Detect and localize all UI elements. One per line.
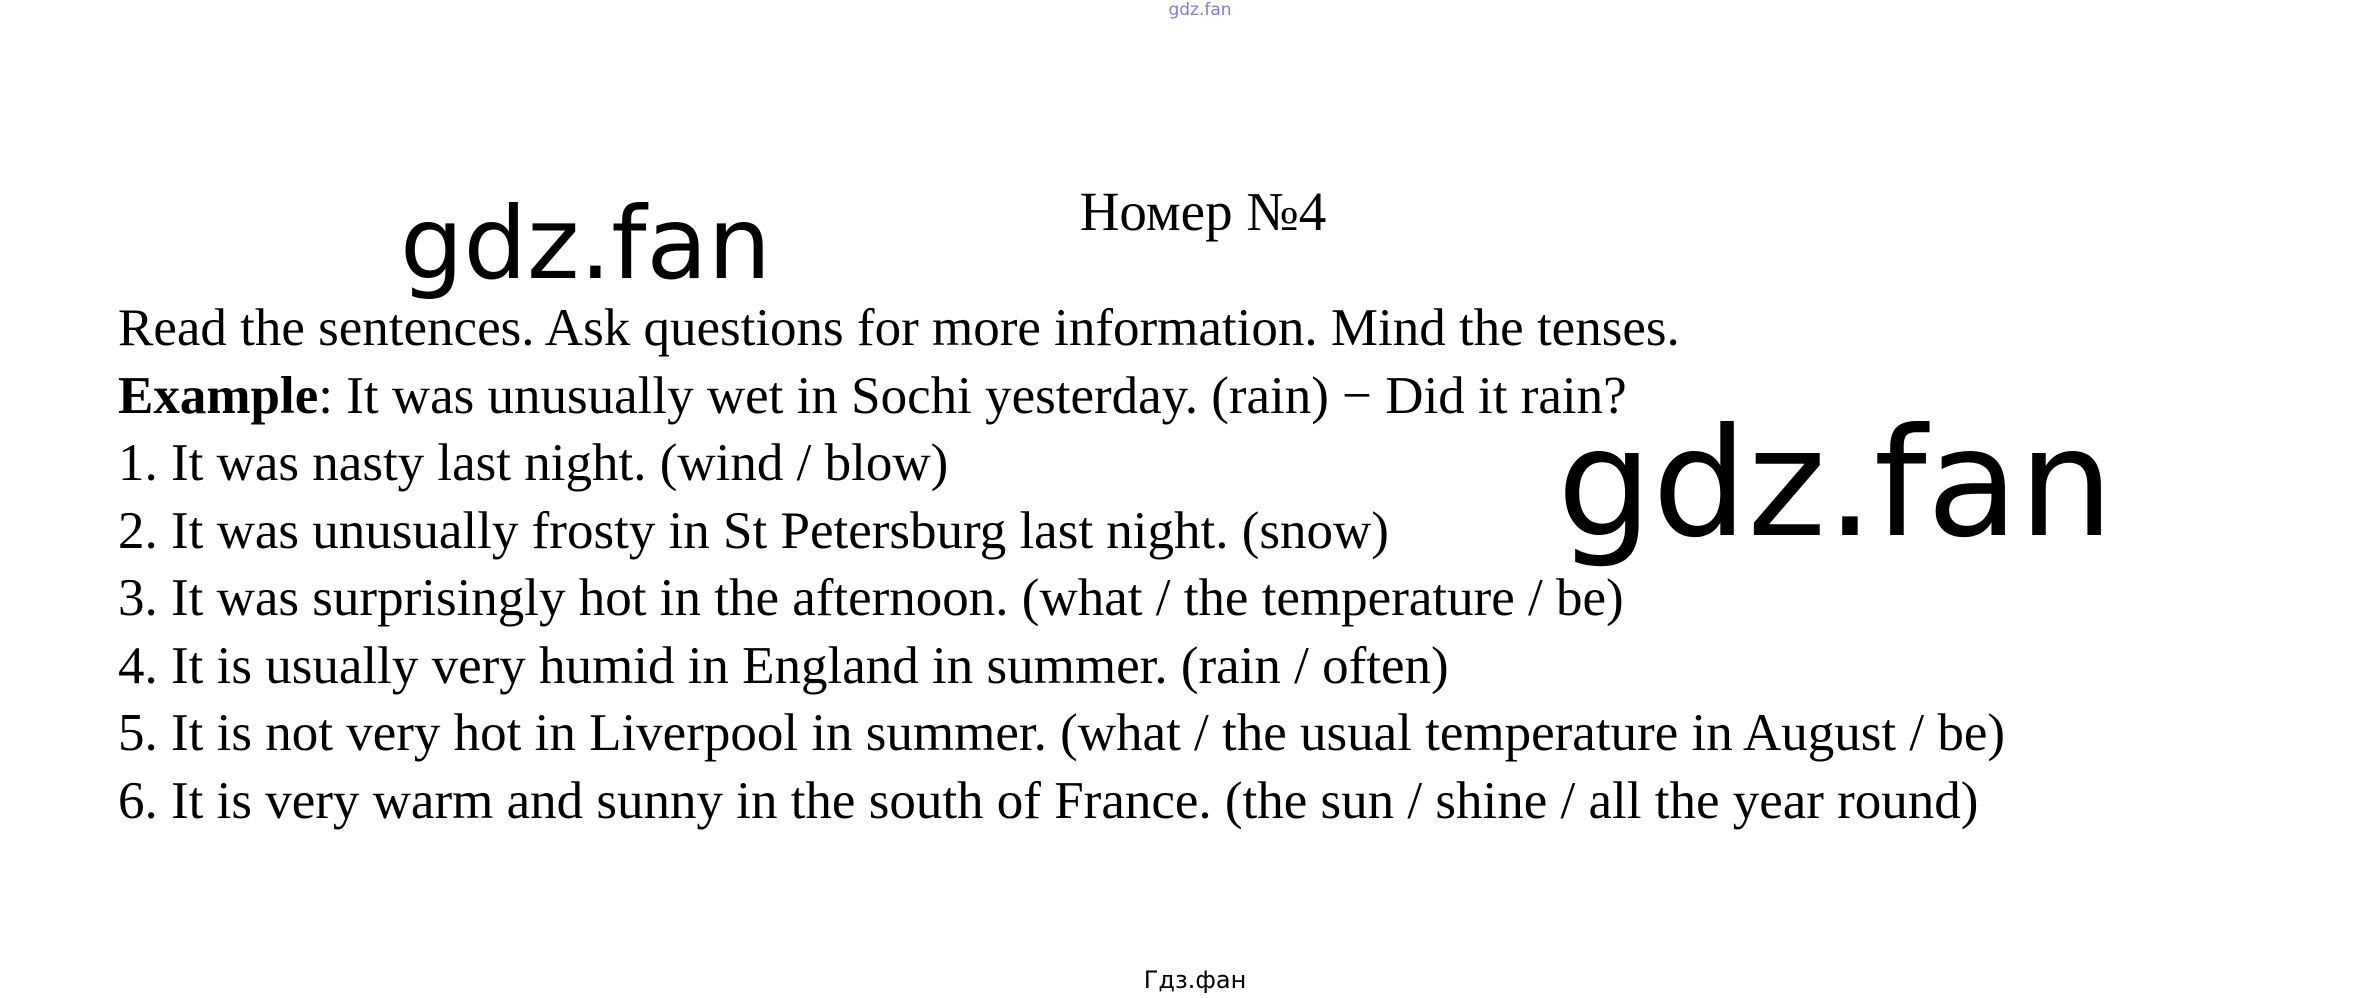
exercise-item-5: 5. It is not very hot in Liverpool in summer. (what / the usual temperature in August / be) <box>118 704 2006 762</box>
watermark-large-right: gdz.fan <box>1557 397 2114 571</box>
exercise-item-3: 3. It was surprisingly hot in the afternoon. (what / the temperature / be) <box>118 569 1624 627</box>
exercise-item-1: 1. It was nasty last night. (wind / blow) <box>118 434 949 492</box>
footer-watermark: Гдз.фан <box>1143 966 1247 994</box>
watermark-large-left: gdz.fan <box>400 185 772 302</box>
example-label: Example <box>118 366 319 425</box>
exercise-item-6: 6. It is very warm and sunny in the south of France. (the sun / shine / all the year round) <box>118 771 1979 830</box>
top-watermark: gdz.fan <box>1168 0 1232 20</box>
exercise-item-4: 4. It is usually very humid in England in summer. (rain / often) <box>118 636 1449 695</box>
instruction-line: Read the sentences. Ask questions for more information. Mind the tenses. <box>118 299 1680 357</box>
page-title: Номер №4 <box>1079 181 1327 242</box>
example-text: : It was unusually wet in Sochi yesterday. (rain) − Did it rain? <box>318 366 1627 425</box>
exercise-item-2: 2. It was unusually frosty in St Petersburg last night. (snow) <box>118 501 1389 560</box>
